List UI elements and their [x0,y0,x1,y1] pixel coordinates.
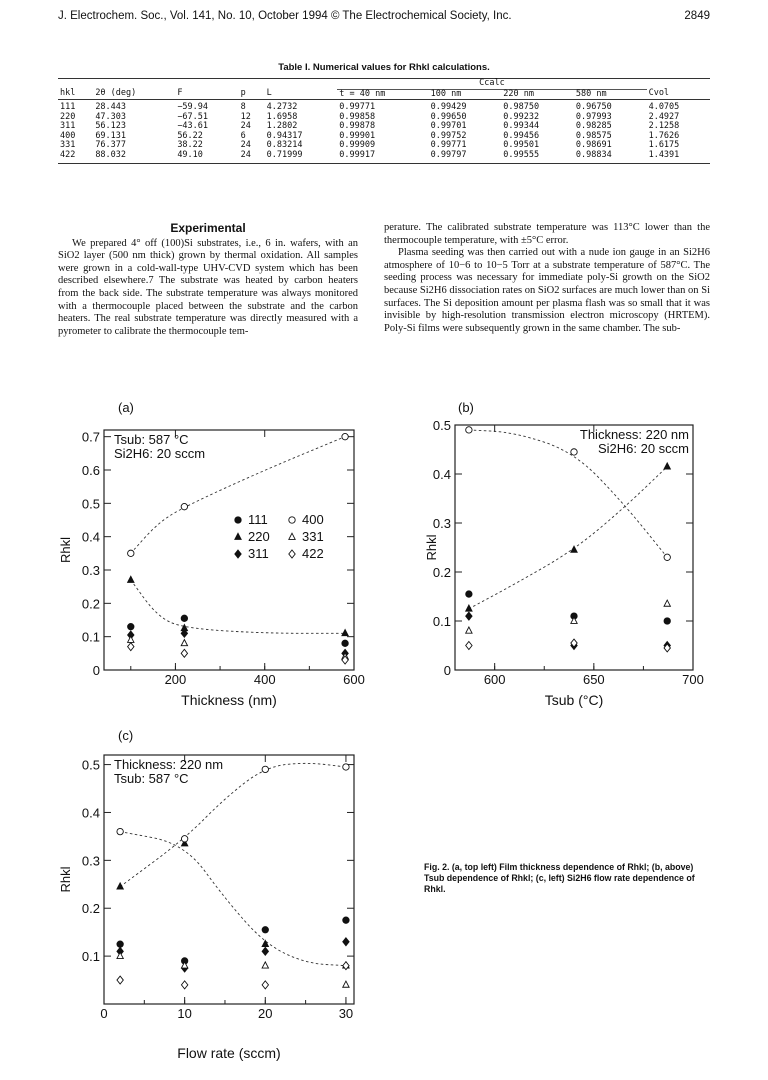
annotation: Tsub: 587 °C [114,432,189,447]
column-header: hkl [60,88,76,99]
paragraph: Plasma seeding was then carried out with a nude ion gauge in an Si2H6 atmosphere of 10−6 to 10−5 Torr at a substrate temperature of 587°C. The seeding process was necessary for immediate poly-Si growth on the SiO2 because Si2H6 dissociation rates on SiO2 surfaces are much lower than on Si surfaces. The Si deposition amount per plasma flash was so small that it was invisible by high-resolution transmission electron microscopy (HRTEM). Poly-Si films were subsequently grown in the same chamber. The sub- [384,247,710,334]
data-point-111 [343,917,349,923]
data-point-331 [262,962,268,968]
y-tick-label: 0.2 [81,596,100,612]
table-cell: 38.22 [177,140,203,150]
data-point-400 [128,550,134,556]
column-header: Cvol [648,88,670,99]
data-point-111 [342,640,348,646]
data-point-220 [571,546,577,552]
x-axis-label: Flow rate (sccm) [177,1045,281,1061]
table-cell: 0.99752 [430,130,467,141]
column-header: L [266,88,272,99]
y-tick-label: 0.4 [81,805,100,821]
table-cell: 56.123 [95,121,127,131]
legend-marker-331 [289,533,295,539]
column-header: p [240,88,246,99]
table-cell: 1.2802 [266,121,298,131]
column-header: 220 nm [503,88,534,99]
table-cell: 8 [240,102,246,112]
y-tick-label: 0 [92,663,100,678]
table-cell: 0.99901 [339,130,376,141]
table-cell: 24 [239,151,265,164]
table-cell: 0.94317 [266,130,303,141]
x-axis-label: Tsub (°C) [544,692,604,708]
table-cell: 0.99650 [430,111,467,122]
paragraph: perature. The calibrated substrate temperature was 113°C lower than the thermocouple temperature, with ±5°C error. [384,222,710,246]
x-tick-label: 650 [582,672,605,687]
y-tick-label: 0.4 [81,529,100,545]
annotation: Si2H6: 20 sccm [597,441,689,456]
legend [235,512,324,561]
data-point-311 [262,947,268,955]
table-cell: 12 [240,111,251,122]
x-axis-label: Thickness (nm) [181,692,277,708]
data-point-422 [128,643,134,651]
data-point-400 [466,427,472,433]
data-point-220 [664,463,670,469]
table-cell: 1.6175 [648,140,680,150]
legend-marker-311 [235,550,241,558]
fit-curve [131,580,345,633]
legend-label: 311 [248,546,269,561]
table-cell: 331 [60,140,76,150]
legend-label: 331 [302,529,324,544]
data-point-400 [664,554,670,560]
annotation: Tsub: 587 °C [114,771,189,786]
table-cell: 0.83214 [266,140,303,150]
table-cell: 1.7626 [648,130,680,141]
table-cell: 0.99917 [337,151,428,164]
table-cell: 422 [58,151,93,164]
data-point-400 [181,503,187,509]
column-header: 2θ (deg) [95,88,137,99]
chart-panel-a [58,400,365,708]
table-cell: −67.51 [177,111,209,122]
panel-label: (c) [118,728,134,743]
calc-group-header: Ccalc [337,79,646,90]
data-point-311 [343,938,349,946]
data-point-422 [466,642,472,650]
legend-label: 422 [302,546,324,561]
table-cell: −43.61 [177,121,209,131]
table-cell: 4.2732 [266,102,298,112]
table-cell: 0.99344 [503,121,540,131]
y-axis-label: Rhkl [58,866,73,893]
data-point-220 [466,605,472,611]
data-point-400 [181,836,187,842]
column-header: F [177,88,183,99]
table-cell: 24 [240,121,251,131]
x-tick-label: 10 [177,1006,192,1021]
data-point-422 [117,976,123,984]
data-point-220 [128,576,134,582]
y-tick-label: 0.3 [81,563,100,578]
y-axis-label: Rhkl [58,536,73,564]
y-tick-label: 0.6 [81,463,100,478]
table-cell: 0.97993 [575,111,612,122]
page-number: 2849 [684,10,710,22]
annotation: Thickness: 220 nm [114,757,224,772]
table-cell: 24 [240,140,251,150]
column-header: 100 nm [430,88,462,99]
legend-marker-220 [235,533,241,539]
y-tick-label: 0 [443,663,451,678]
data-point-111 [117,941,123,947]
table-cell: 0.99858 [339,111,376,122]
legend-marker-111 [235,517,241,523]
data-point-400 [262,766,268,772]
data-point-111 [181,615,187,621]
x-tick-label: 30 [338,1006,354,1021]
data-point-331 [664,600,670,606]
x-tick-label: 200 [164,672,187,687]
data-point-331 [343,981,349,987]
figure-caption: Fig. 2. (a, top left) Film thickness dependence of Rhkl; (b, above) Tsub dependence of Rhkl; (c, left) Si2H6 flow rate dependence of Rhkl. [424,862,695,894]
table-cell: 0.98750 [503,102,540,112]
data-point-220 [262,940,268,946]
table-cell: 49.10 [175,151,238,164]
table-cell: 0.99701 [430,121,467,131]
table-cell: 76.377 [95,140,127,150]
legend-label: 111 [248,512,268,527]
legend-marker-422 [289,550,295,558]
table-cell: 220 [60,111,76,122]
data-point-111 [262,927,268,933]
data-point-400 [571,449,577,455]
table-cell: 0.99909 [339,140,376,150]
table-cell: 69.131 [95,130,127,141]
table-cell: 0.98691 [575,140,612,150]
annotation: Thickness: 220 nm [579,427,689,442]
data-point-400 [117,828,123,834]
y-tick-label: 0.2 [432,565,451,580]
table-cell: 311 [60,121,76,131]
table-cell: 0.96750 [575,102,612,112]
table-cell: 400 [60,130,76,141]
y-tick-label: 0.1 [81,629,100,645]
table-cell: 0.98285 [575,121,612,131]
data-point-331 [466,627,472,633]
annotation: Si2H6: 20 sccm [114,446,206,461]
data-point-331 [181,640,187,646]
table-cell: 0.99429 [430,102,467,112]
fit-curve [120,832,346,966]
data-point-331 [128,636,134,642]
y-tick-label: 0.2 [81,901,100,917]
fit-curve [469,467,667,609]
y-tick-label: 0.3 [432,516,451,531]
y-tick-label: 0.4 [432,467,451,482]
chart-panel-c [58,728,354,1061]
x-tick-label: 400 [253,672,276,687]
data-point-111 [664,618,670,624]
journal-citation: J. Electrochem. Soc., Vol. 141, No. 10, October 1994 © The Electrochemical Society, Inc. [58,10,512,22]
data-point-220 [117,883,123,889]
y-tick-label: 0.5 [432,418,451,433]
x-tick-label: 0 [100,1006,108,1021]
data-point-422 [181,649,187,657]
table-cell: 2.4927 [648,111,680,122]
table-cell: 88.032 [93,151,175,164]
table-cell: 0.98834 [574,151,647,164]
y-axis-label: Rhkl [424,534,439,561]
y-tick-label: 0.5 [81,496,100,512]
table-cell: 0.99501 [503,140,540,150]
y-tick-label: 0.7 [81,429,100,445]
legend-label: 400 [302,512,324,527]
table-cell: 0.99232 [503,111,540,122]
table-cell: 6 [240,130,246,141]
legend-marker-400 [289,517,295,523]
data-point-220 [342,630,348,636]
data-point-422 [262,981,268,989]
data-point-311 [466,612,472,620]
column-header: 580 nm [575,88,607,99]
plot-frame [104,755,354,1004]
table-cell: 0.99771 [430,140,467,150]
x-tick-label: 600 [343,672,365,687]
table-cell: 1.4391 [647,151,710,164]
data-point-111 [128,623,134,629]
x-tick-label: 700 [682,672,704,687]
panel-label: (a) [118,400,134,415]
table-cell: 47.303 [95,111,127,122]
table-cell: 2.1258 [648,121,680,131]
table-cell: 0.99797 [429,151,502,164]
data-point-400 [342,433,348,439]
table-cell: 28.443 [95,102,127,112]
chart-panel-b [424,400,704,708]
data-point-422 [181,981,187,989]
data-point-400 [343,764,349,770]
y-tick-label: 0.1 [432,614,451,629]
table-cell: 111 [60,102,76,112]
x-tick-label: 600 [483,672,506,687]
table-cell: 0.71999 [265,151,338,164]
table-cell: 1.6958 [266,111,298,122]
y-tick-label: 0.3 [81,853,100,869]
table-cell: −59.94 [177,102,209,112]
column-header: t = 40 nm [339,88,386,99]
table-cell: 0.99771 [339,102,376,112]
table-cell: 0.99555 [501,151,574,164]
table-cell: 0.99878 [339,121,376,131]
data-point-111 [466,591,472,597]
table-cell: 0.98575 [575,130,612,141]
table-cell: 56.22 [177,130,203,141]
panel-label: (b) [458,400,474,415]
x-tick-label: 20 [258,1006,273,1021]
y-tick-label: 0.5 [81,757,100,773]
table-caption: Table I. Numerical values for Rhkl calculations. [278,62,490,73]
table-cell: 0.99456 [503,130,540,141]
section-heading: Experimental [170,221,246,235]
y-tick-label: 0.1 [81,949,100,965]
legend-label: 220 [248,529,270,544]
table-cell: 4.0705 [648,102,680,112]
paragraph: We prepared 4° off (100)Si substrates, i.e., 6 in. wafers, with an SiO2 layer (500 nm thick) grown by thermal oxidation. All samples were grown in a cold-wall-type UHV-CVD system which has been described elsewhere.7 The substrate was heated by carbon heaters from the back side. The substrate temperature was always monitored with a thermocouple placed between the substrate and the carbon heaters. The real substrate temperature was directly measured with a pyrometer to calibrate the thermocouple tem- [58,237,358,337]
